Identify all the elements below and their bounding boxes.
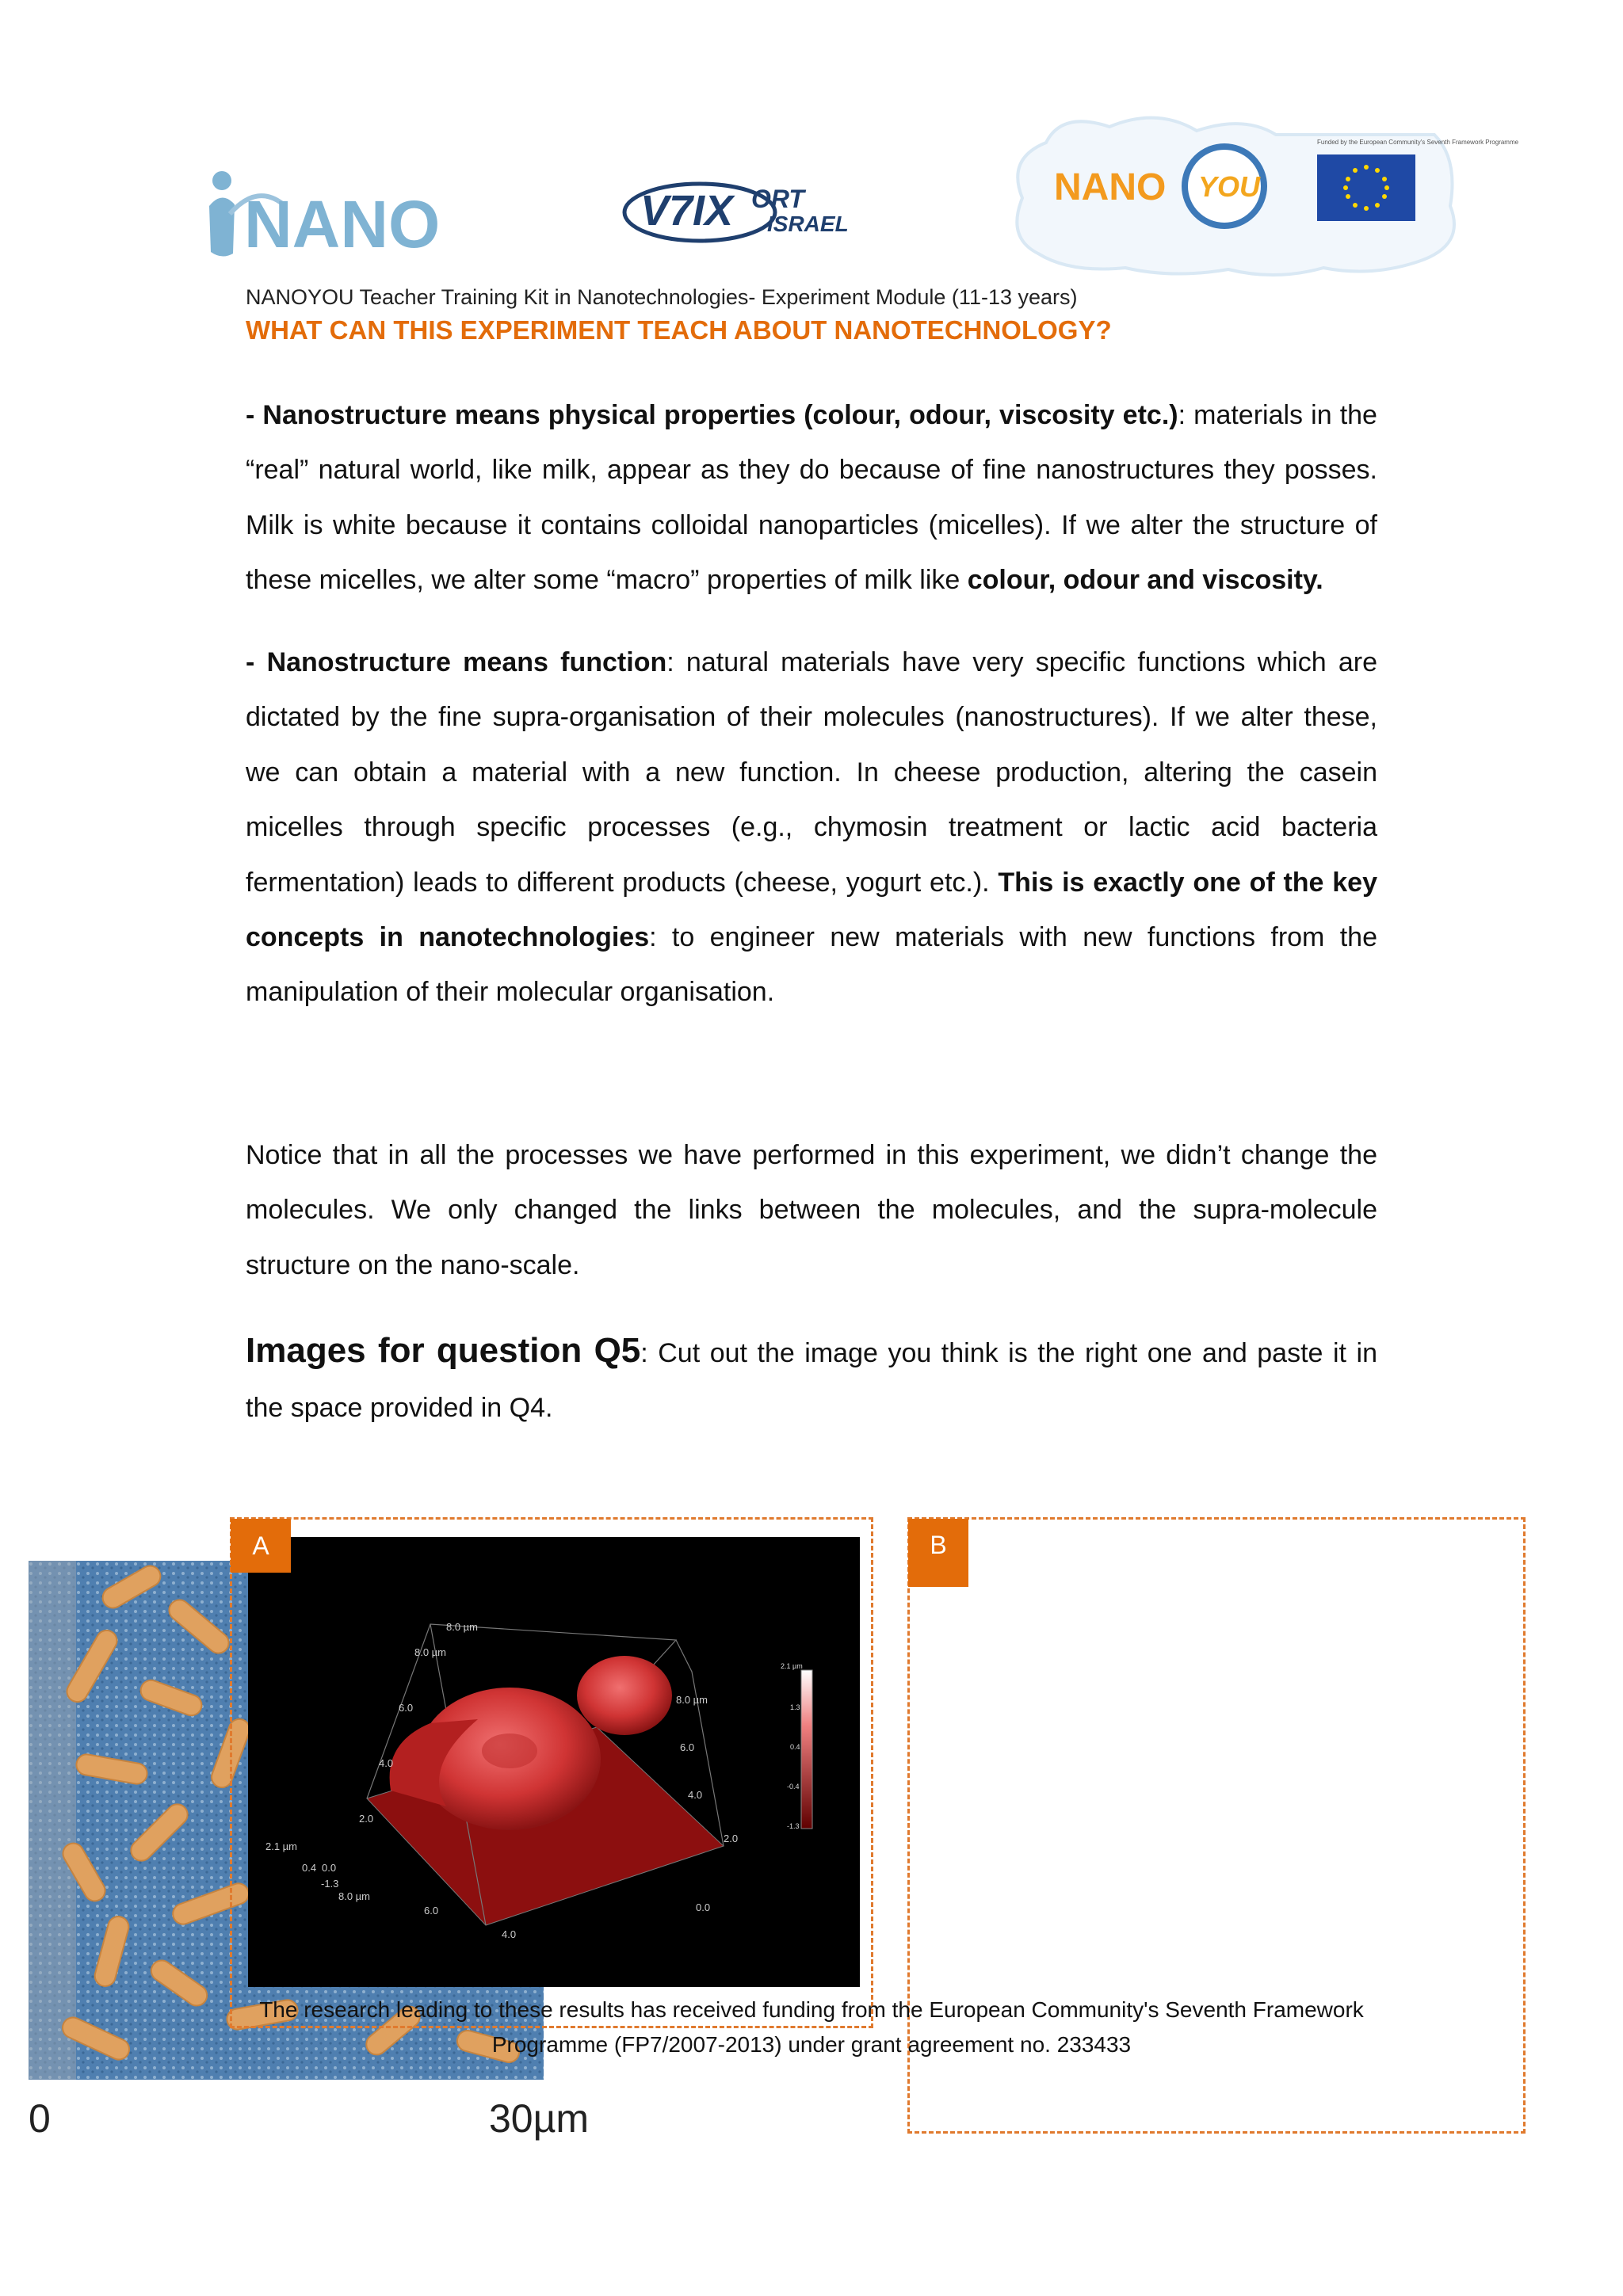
afm-top-4: 4.0 — [688, 1789, 703, 1801]
afm-axis-6b: 6.0 — [399, 1702, 414, 1714]
afm-axis-4a: 4.0 — [502, 1928, 517, 1940]
ort-text: ORT — [751, 185, 804, 213]
afm-z-mid: 0.4 — [302, 1862, 317, 1874]
afm-axis-2a: 2.0 — [359, 1813, 374, 1825]
afm-axis-6a: 6.0 — [424, 1905, 439, 1917]
afm-z-top: 2.1 µm — [265, 1840, 298, 1852]
afm-axis-8b: 8.0 µm — [414, 1646, 447, 1658]
svg-text:V7IX: V7IX — [640, 187, 734, 235]
eu-caption: Funded by the European Community's Seventh Framework Programme — [1317, 139, 1519, 146]
nanoyou-you-text: YOU — [1198, 170, 1261, 203]
afm-cb-4: -1.3 — [787, 1822, 800, 1830]
p1-end: colour, odour and viscosity. — [967, 565, 1323, 596]
afm-axis-0b: 0.0 — [696, 1901, 711, 1913]
afm-axis-0a: 0.0 — [322, 1862, 337, 1874]
funding-line-2: Programme (FP7/2007-2013) under grant agreement no. 233433 — [491, 2032, 1132, 2057]
paragraph-function — [246, 635, 1377, 1020]
inano-logo-text: NANO — [244, 187, 441, 261]
funding-footer — [246, 1993, 1377, 2062]
afm-top-8: 8.0 µm — [446, 1621, 479, 1633]
afm-top-8r: 8.0 µm — [676, 1694, 708, 1706]
afm-top-6: 6.0 — [680, 1741, 695, 1753]
nanoyou-eu-logo — [991, 111, 1519, 277]
afm-axis-8a: 8.0 µm — [338, 1890, 371, 1902]
inano-logo — [198, 158, 452, 265]
paragraph-physical-properties — [246, 388, 1377, 608]
afm-cb-1: 1.3 — [790, 1703, 800, 1711]
image-tag-a: A — [231, 1519, 291, 1573]
p2-text: : natural materials have very specific functions which are dictated by the fine supra-organisation of their molecules (nanostructures). If we alter these, we can obtain a material with a new function. In cheese production, altering the casein micelles through specific processes (e.g., chymosin treatment or lactic acid bacteria fermentation) leads to different products (cheese, yogurt etc.). — [246, 647, 1377, 898]
section-heading: WHAT CAN THIS EXPERIMENT TEACH ABOUT NANOTECHNOLOGY? — [246, 315, 1112, 345]
funding-line-1: The research leading to these results has received funding from the European Community's Seventh Framework — [259, 1997, 1364, 2022]
afm-axis-2b: 2.0 — [724, 1833, 739, 1844]
p3-text: Notice that in all the processes we have performed in this experiment, we didn’t change the molecules. We only changed the links between the molecules, and the supra-molecule structure on the nano-scale. — [246, 1140, 1377, 1280]
p1-lead: - Nanostructure means physical properties (colour, odour, viscosity etc.) — [246, 400, 1178, 430]
p1-text: : materials in the “real” natural world, like milk, appear as they do because of fine nanostructures they posses. Milk is white because it contains colloidal nanoparticles (micelles). If we alter the structure of these micelles, we alter some “macro” properties of milk like — [246, 400, 1377, 596]
image-tag-b: B — [908, 1519, 968, 1587]
scale-end: 30µm — [489, 2096, 590, 2141]
afm-z-bot: -1.3 — [321, 1878, 339, 1890]
p2-lead: - Nanostructure means function — [246, 647, 667, 677]
nanoyou-nano-text: NANO — [1054, 166, 1167, 208]
p4-text: : Cut out the image you think is the right one and paste it in the space provided in Q4. — [246, 1338, 1377, 1424]
images-heading: Images for question Q5 — [246, 1331, 641, 1370]
p2-key-concept: This is exactly one of the key concepts in nanotechnologies — [246, 867, 1377, 953]
afm-axis-4b: 4.0 — [379, 1757, 394, 1769]
afm-cb-top: 2.1 µm — [781, 1662, 803, 1670]
paragraph-notice — [246, 1128, 1377, 1293]
afm-cb-3: -0.4 — [787, 1783, 800, 1791]
ort-israel-logo — [624, 174, 862, 246]
running-head: NANOYOU Teacher Training Kit in Nanotechnologies- Experiment Module (11-13 years) — [246, 285, 1078, 309]
afm-red-blood-cell-image — [248, 1537, 860, 1987]
afm-cb-2: 0.4 — [790, 1743, 800, 1751]
israel-text: ISRAEL — [767, 212, 849, 236]
scale-start: 0 — [29, 2096, 51, 2141]
paragraph-images-q5 — [246, 1323, 1377, 1436]
p2-text-end: : to engineer new materials with new functions from the manipulation of their molecular organisation. — [246, 922, 1378, 1008]
